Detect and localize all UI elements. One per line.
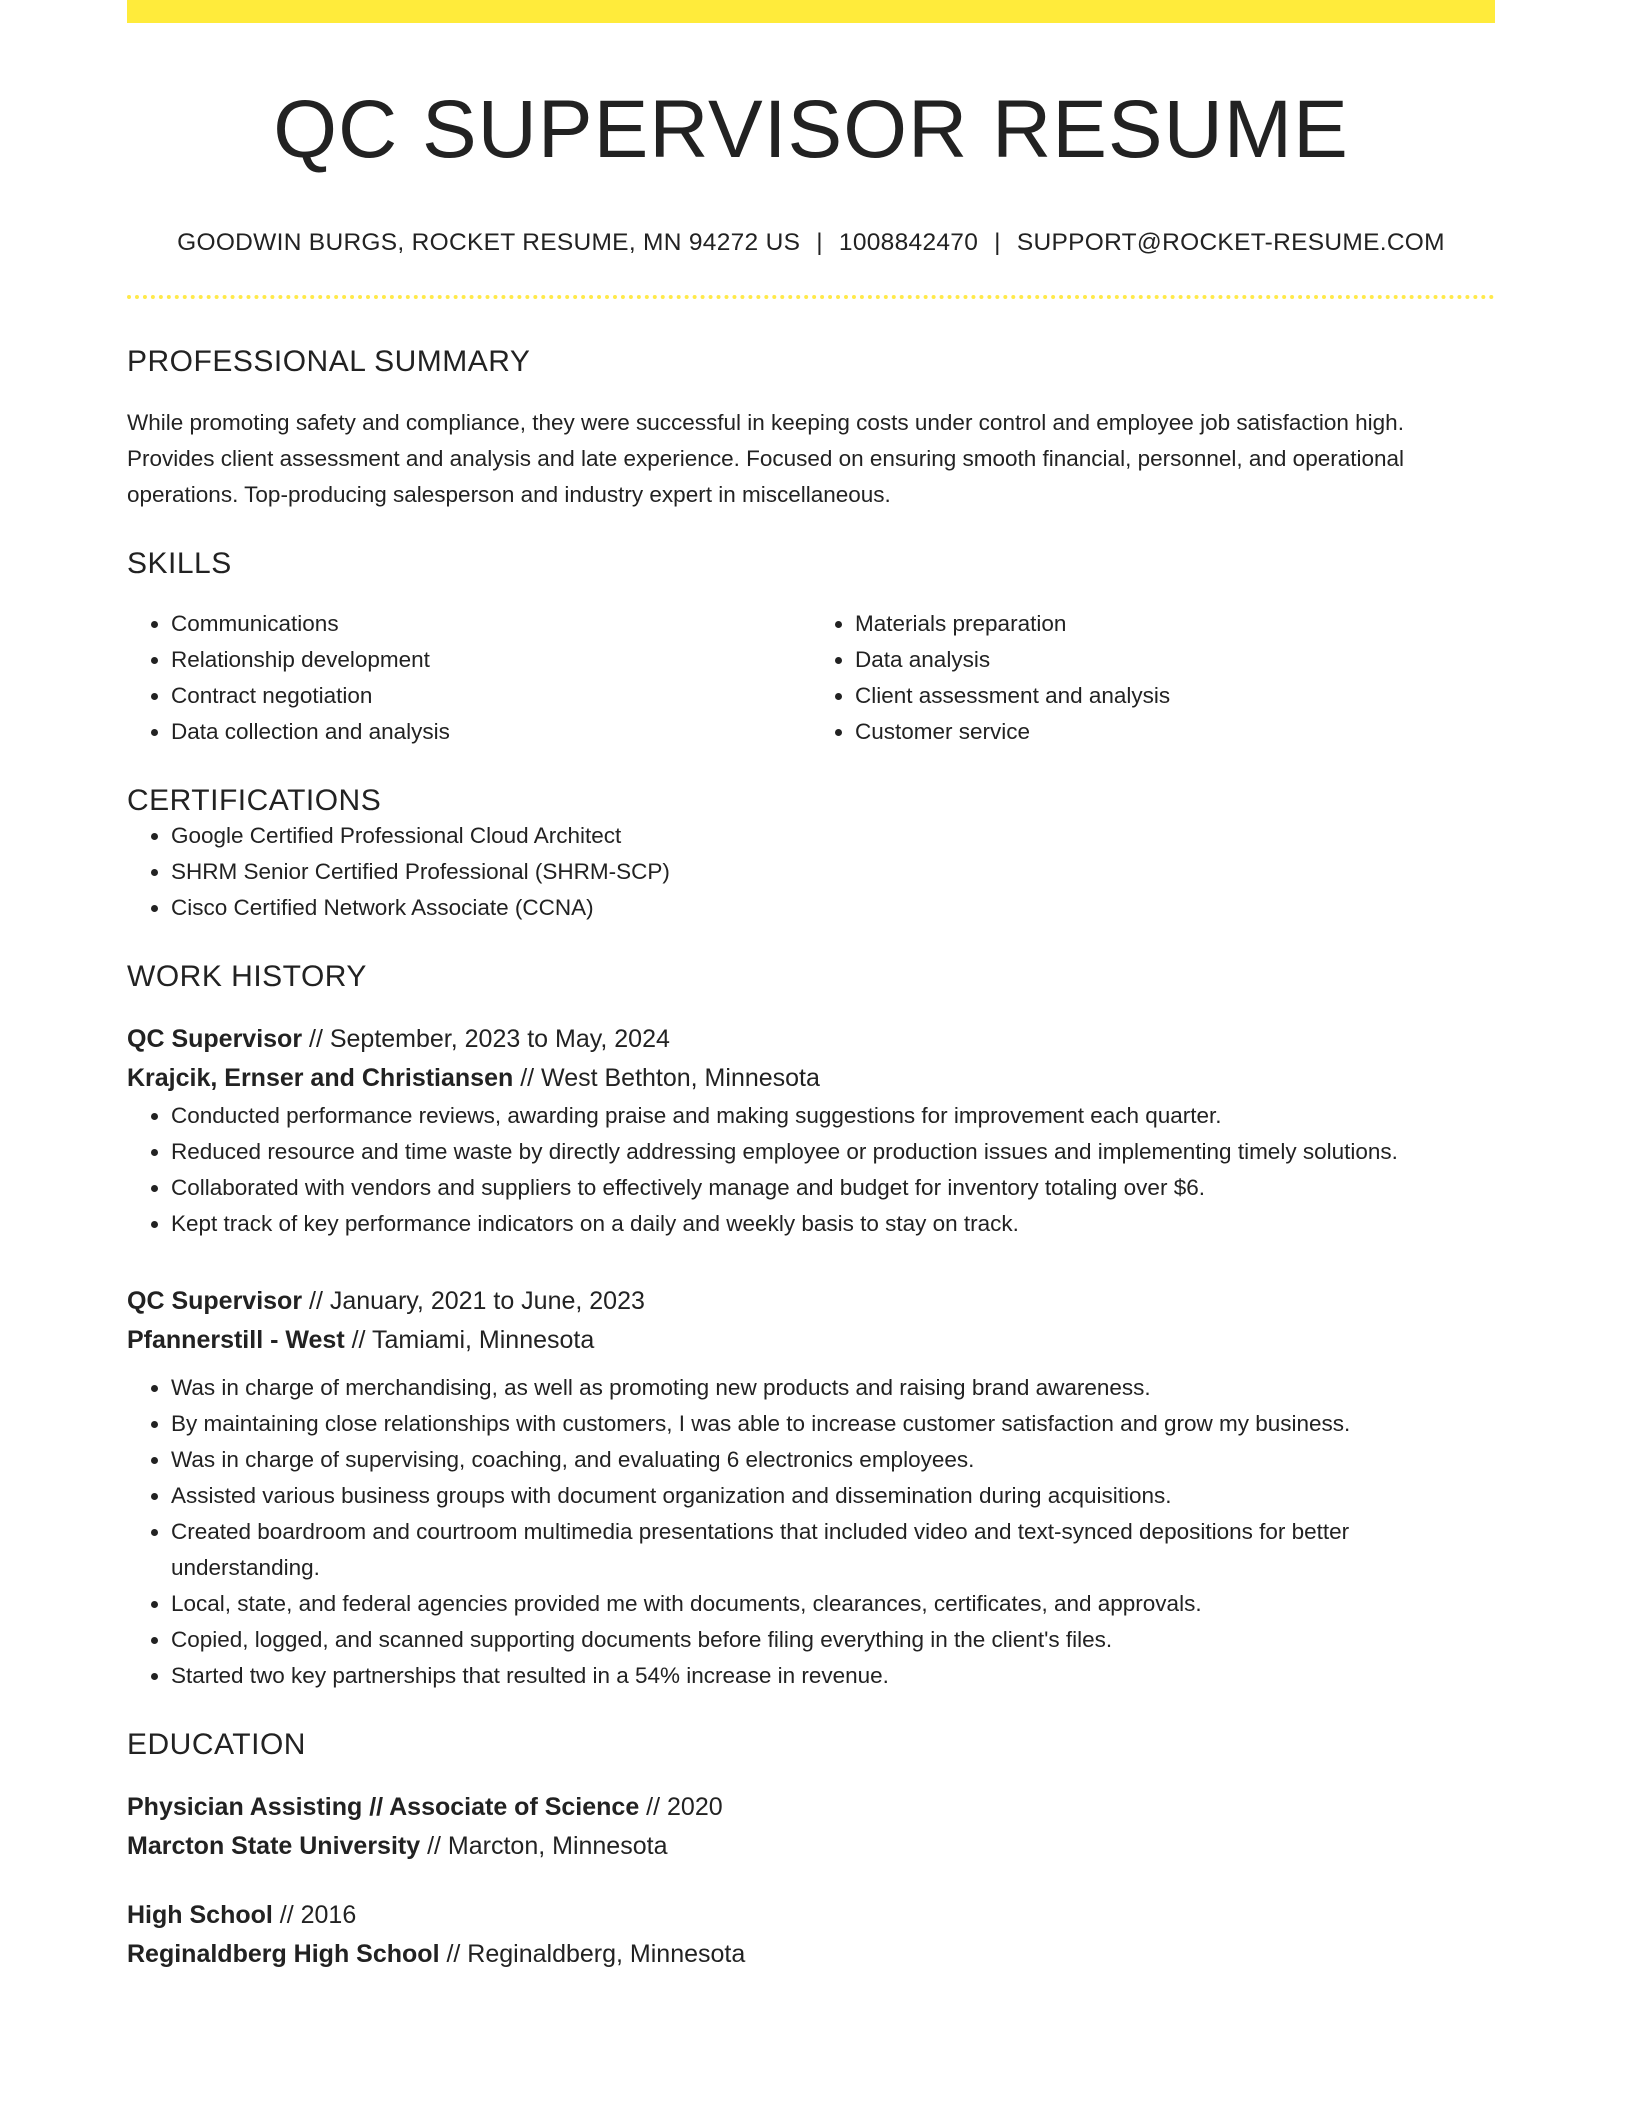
job-dates: // September, 2023 to May, 2024 (302, 1025, 670, 1054)
education-school: Reginaldberg High School (127, 1940, 440, 1969)
job-bullets (127, 1370, 1495, 1694)
contact-phone: 1008842470 (838, 229, 979, 257)
job-bullet: • Collaborated with vendors and suppliers to effectively manage and budget for inventory totaling over $6. (171, 1170, 1495, 1206)
job-entry (127, 1282, 1495, 1694)
job-bullet: • Conducted performance reviews, awarding praise and making suggestions for improvement each quarter. (171, 1098, 1495, 1134)
education-school-line (127, 1827, 1495, 1866)
certifications-list (127, 818, 1495, 926)
work-history-heading: WORK HISTORY (127, 960, 367, 994)
education-location: // Reginaldberg, Minnesota (439, 1940, 746, 1969)
skills-grid (127, 606, 1495, 750)
accent-top-bar (127, 0, 1495, 23)
education-degree-line (127, 1788, 1495, 1827)
education-school: Marcton State University (127, 1832, 421, 1861)
job-bullet: • Created boardroom and courtroom multimedia presentations that included video and text-synced depositions for better understanding. (171, 1514, 1495, 1586)
skill-item: • Client assessment and analysis (855, 678, 1495, 714)
education-degree: Physician Assisting // Associate of Science (127, 1793, 640, 1822)
education-heading: EDUCATION (127, 1728, 306, 1762)
education-year: // 2020 (639, 1793, 723, 1822)
job-company: Krajcik, Ernser and Christiansen (127, 1064, 514, 1093)
contact-email: SUPPORT@ROCKET-RESUME.COM (1016, 229, 1445, 257)
education-year: // 2016 (272, 1901, 357, 1930)
job-entry (127, 1020, 1495, 1242)
job-title-line (127, 1020, 1495, 1059)
job-bullet: • By maintaining close relationships with customers, I was able to increase customer satisfaction and grow my business. (171, 1406, 1495, 1442)
contact-separator: | (994, 229, 1001, 257)
skill-item: • Relationship development (171, 642, 811, 678)
summary-text: While promoting safety and compliance, they were successful in keeping costs under control and employee job satisfaction high. Provides client assessment and analysis and late experience. Focused on ensuring smooth financial, personnel, and operational operations. Top-producing salesperson and industry expert in miscellaneous. (127, 410, 1405, 508)
job-title: QC Supervisor (127, 1025, 303, 1054)
job-bullet: • Reduced resource and time waste by directly addressing employee or production issues and implementing timely solutions. (171, 1134, 1495, 1170)
skill-item: • Contract negotiation (171, 678, 811, 714)
job-bullet: • Assisted various business groups with document organization and dissemination during acquisitions. (171, 1478, 1495, 1514)
job-bullet: • Was in charge of merchandising, as well as promoting new products and raising brand awareness. (171, 1370, 1495, 1406)
skills-heading: SKILLS (127, 547, 232, 581)
education-location: // Marcton, Minnesota (420, 1832, 668, 1861)
contact-line (127, 229, 1495, 257)
certification-item: • SHRM Senior Certified Professional (SHRM-SCP) (171, 854, 1495, 890)
skill-item: • Customer service (855, 714, 1495, 750)
job-company-line (127, 1059, 1495, 1098)
skills-list-right (811, 606, 1495, 750)
job-bullet: • Started two key partnerships that resulted in a 54% increase in revenue. (171, 1658, 1495, 1694)
summary-heading: PROFESSIONAL SUMMARY (127, 345, 531, 379)
skill-item: • Data analysis (855, 642, 1495, 678)
education-entry (127, 1896, 1495, 1974)
skills-list-left (127, 606, 811, 750)
job-title: QC Supervisor (127, 1287, 303, 1316)
job-bullet: • Kept track of key performance indicators on a daily and weekly basis to stay on track. (171, 1206, 1495, 1242)
job-title-line (127, 1282, 1495, 1321)
education-degree-line (127, 1896, 1495, 1935)
job-location: // Tamiami, Minnesota (344, 1326, 595, 1355)
job-dates: // January, 2021 to June, 2023 (302, 1287, 645, 1316)
resume-page (127, 0, 1495, 1974)
contact-separator: | (816, 229, 823, 257)
dotted-divider (127, 295, 1495, 299)
education-school-line (127, 1935, 1495, 1974)
job-company-line (127, 1321, 1495, 1360)
resume-title: QC SUPERVISOR RESUME (273, 84, 1349, 175)
certification-item: • Google Certified Professional Cloud Architect (171, 818, 1495, 854)
education-entry (127, 1788, 1495, 1866)
education-degree: High School (127, 1901, 273, 1930)
job-company: Pfannerstill - West (127, 1326, 345, 1355)
contact-address: GOODWIN BURGS, ROCKET RESUME, MN 94272 US (177, 229, 801, 257)
certification-item: • Cisco Certified Network Associate (CCNA) (171, 890, 1495, 926)
job-bullet: • Copied, logged, and scanned supporting documents before filing everything in the client's files. (171, 1622, 1495, 1658)
job-bullet: • Was in charge of supervising, coaching, and evaluating 6 electronics employees. (171, 1442, 1495, 1478)
job-location: // West Bethton, Minnesota (513, 1064, 820, 1093)
skill-item: • Data collection and analysis (171, 714, 811, 750)
skill-item: • Communications (171, 606, 811, 642)
skill-item: • Materials preparation (855, 606, 1495, 642)
job-bullet: • Local, state, and federal agencies provided me with documents, clearances, certificates, and approvals. (171, 1586, 1495, 1622)
job-bullets (127, 1098, 1495, 1242)
certifications-heading: CERTIFICATIONS (127, 784, 382, 818)
